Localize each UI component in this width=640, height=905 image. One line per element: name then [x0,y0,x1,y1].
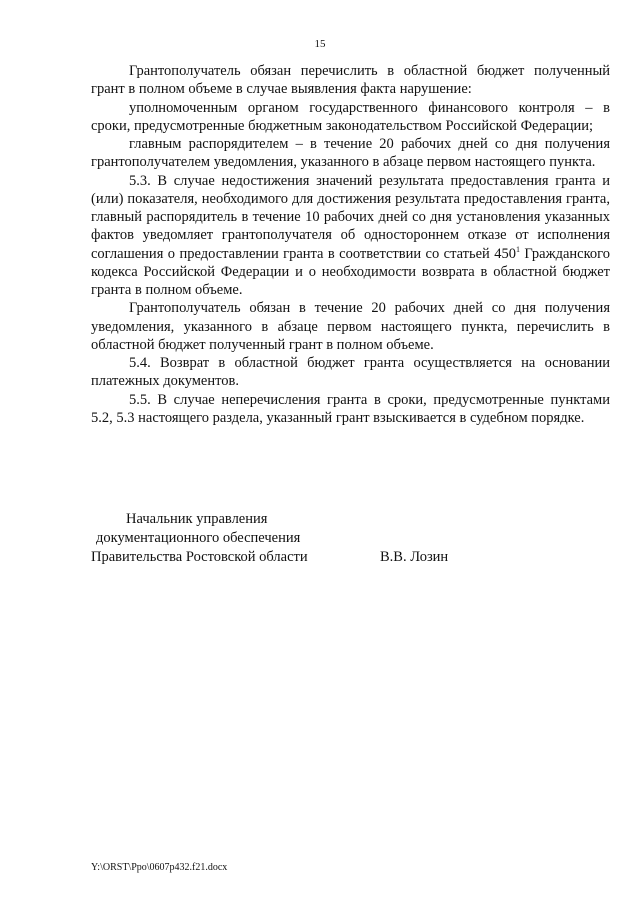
page-number: 15 [314,38,326,50]
document-body [91,62,610,427]
paragraph-main-manager: главным распорядителем – в течение 20 рабочих дней со дня получения грантополучателем уведомления, указанного в абзаце первом настоящего пункта. [91,136,610,171]
paragraph-control-body: уполномоченным органом государственного финансового контроля – в сроки, предусмотренные бюджетным законодательством Российской Федерации; [91,99,610,134]
paragraph-5-3-superscript: 1 [515,244,520,254]
paragraph-5-3 [91,172,610,300]
footer-file-path: Y:\ORST\Ppo\0607p432.f21.docx [91,862,228,873]
paragraph-return-obligation: Грантополучатель обязан в течение 20 рабочих дней со дня получения уведомления, указанного в абзаце первом настоящего пункта, перечислить в областной бюджет полученный грант в полном объеме. [91,300,610,353]
signature-title-line3: Правительства Ростовской области [91,549,308,565]
signatory-name: В.В. Лозин [380,549,449,565]
paragraph-5-3-text-before: 5.3. В случае недостижения значений результата предоставления гранта и (или) показателя, необходимого для достижения результата предоставления гранта, главный распорядитель в течение 10 рабочих дней со дня установления указанных фактов уведомляет грантополучателя об одностороннем отказе от исполнения соглашения о предоставлении гранта в соответствии со статьей 450 [91,172,610,262]
signature-title-line2: документационного обеспечения [96,530,301,546]
signature-title-line1: Начальник управления [126,511,268,527]
signature-block [91,510,491,567]
paragraph-5-4: 5.4. Возврат в областной бюджет гранта осуществляется на основании платежных документов. [91,355,610,390]
paragraph-obligation: Грантополучатель обязан перечислить в областной бюджет полученный грант в полном объеме в случае выявления факта нарушение: [91,63,610,98]
paragraph-5-3-text-after: Гражданского кодекса Российской Федерации и о необходимости возврата в областной бюджет гранта в полном объеме. [91,245,610,298]
paragraph-5-5: 5.5. В случае неперечисления гранта в сроки, предусмотренные пунктами 5.2, 5.3 настоящего раздела, указанный грант взыскивается в судебном порядке. [91,391,610,426]
